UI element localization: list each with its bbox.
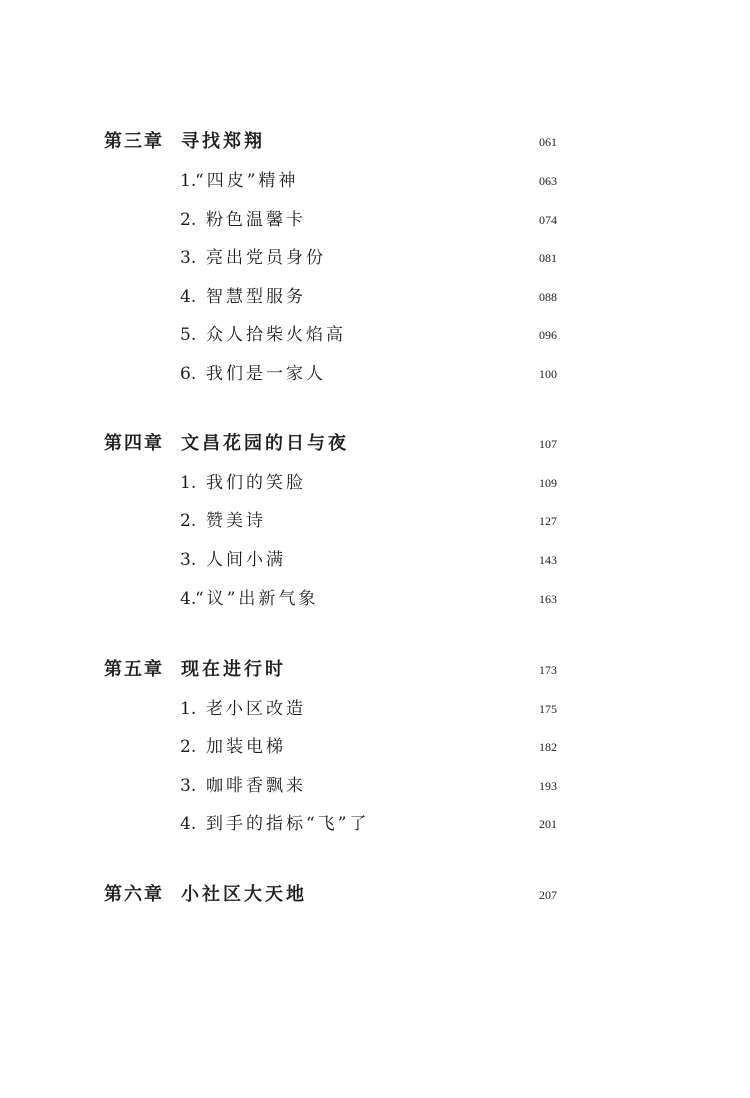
chapter-label: 第六章 <box>104 884 164 905</box>
toc-section-row[interactable] <box>0 243 750 273</box>
section-number: 6. <box>180 364 197 384</box>
toc-section-row[interactable] <box>0 809 750 839</box>
page-number: 074 <box>539 213 557 227</box>
section-number: 2. <box>180 737 197 757</box>
page-number: 127 <box>539 514 557 528</box>
toc-section-row[interactable] <box>0 584 750 614</box>
section-number: 4. <box>180 589 197 609</box>
toc-section-row[interactable] <box>0 694 750 724</box>
chapter-label: 第三章 <box>104 131 164 152</box>
section-number: 1. <box>180 699 197 719</box>
section-number: 5. <box>180 325 197 345</box>
toc-section-row[interactable] <box>0 166 750 196</box>
page-number: 088 <box>539 290 557 304</box>
toc-chapter-row[interactable] <box>0 429 750 459</box>
toc-chapter-row[interactable] <box>0 655 750 685</box>
chapter-title: 小社区大天地 <box>181 884 307 905</box>
section-title: 智慧型服务 <box>206 287 306 307</box>
toc-section-row[interactable] <box>0 771 750 801</box>
section-title: 加装电梯 <box>206 737 286 757</box>
page-number: 182 <box>539 740 557 754</box>
page-number: 173 <box>539 663 557 677</box>
toc-section-row[interactable] <box>0 320 750 350</box>
toc-section-row[interactable] <box>0 506 750 536</box>
toc-section-row[interactable] <box>0 732 750 762</box>
page-number: 109 <box>539 476 557 490</box>
section-title: 咖啡香飘来 <box>206 776 306 796</box>
page-number: 163 <box>539 592 557 606</box>
page-number: 143 <box>539 553 557 567</box>
section-title: 赞美诗 <box>206 511 266 531</box>
section-title: “议”出新气象 <box>195 589 319 609</box>
toc-section-row[interactable] <box>0 545 750 575</box>
section-number: 1. <box>180 473 197 493</box>
section-title: 到手的指标“飞”了 <box>206 814 370 834</box>
toc-section-row[interactable] <box>0 359 750 389</box>
section-title: 我们是一家人 <box>206 364 326 384</box>
section-number: 4. <box>180 814 197 834</box>
section-title: “四皮”精神 <box>195 171 299 191</box>
section-number: 3. <box>180 248 197 268</box>
toc-section-row[interactable] <box>0 282 750 312</box>
toc-section-row[interactable] <box>0 205 750 235</box>
page-number: 175 <box>539 702 557 716</box>
section-number: 3. <box>180 776 197 796</box>
section-number: 1. <box>180 171 197 191</box>
page-number: 081 <box>539 251 557 265</box>
section-number: 4. <box>180 287 197 307</box>
page-number: 207 <box>539 888 557 902</box>
page-number: 193 <box>539 779 557 793</box>
chapter-label: 第四章 <box>104 433 164 454</box>
toc-chapter-row[interactable] <box>0 880 750 910</box>
chapter-title: 文昌花园的日与夜 <box>181 433 349 454</box>
section-title: 我们的笑脸 <box>206 473 306 493</box>
section-title: 粉色温馨卡 <box>206 210 306 230</box>
section-title: 老小区改造 <box>206 699 306 719</box>
page-number: 096 <box>539 328 557 342</box>
chapter-title: 寻找郑翔 <box>181 131 265 152</box>
section-title: 众人拾柴火焰高 <box>206 325 346 345</box>
section-number: 2. <box>180 210 197 230</box>
section-title: 亮出党员身份 <box>206 248 326 268</box>
toc-chapter-row[interactable] <box>0 127 750 157</box>
page-number: 061 <box>539 135 557 149</box>
page-number: 201 <box>539 817 557 831</box>
section-number: 2. <box>180 511 197 531</box>
page-number: 063 <box>539 174 557 188</box>
section-title: 人间小满 <box>206 550 286 570</box>
page-number: 100 <box>539 367 557 381</box>
toc-section-row[interactable] <box>0 468 750 498</box>
page-number: 107 <box>539 437 557 451</box>
chapter-label: 第五章 <box>104 659 164 680</box>
section-number: 3. <box>180 550 197 570</box>
chapter-title: 现在进行时 <box>181 659 286 680</box>
